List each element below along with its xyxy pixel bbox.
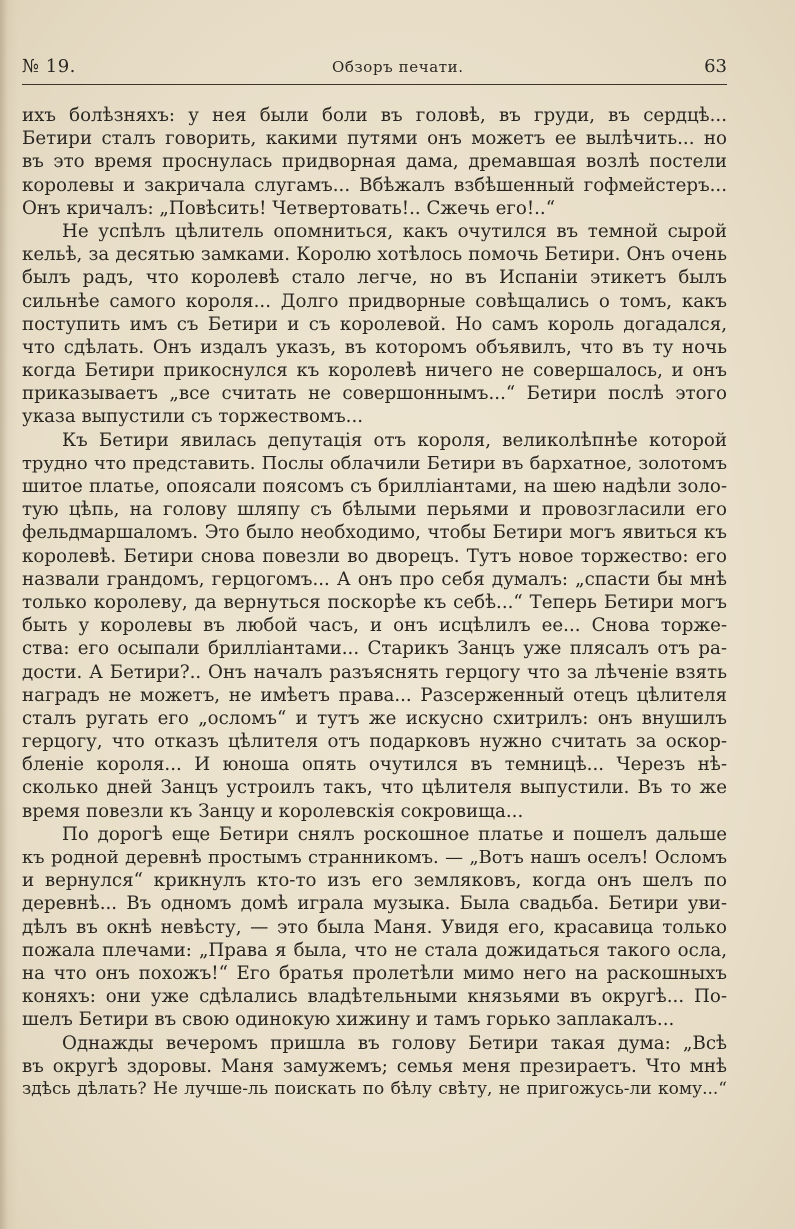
text-line: кельѣ, за десятью замками. Королю хотѣлось помочь Бетири. Онъ очень <box>22 244 727 266</box>
text-line: Онъ кричалъ: „Повѣсить! Четвертовать!.. Сжечь его!..“ <box>22 197 555 219</box>
page-header <box>22 56 727 86</box>
paragraph-start: Однажды вечеромъ пришла въ голову Бетири такая дума: „Всѣ <box>62 1032 727 1054</box>
text-line: шитое платье, опоясали поясомъ съ брилліантами, на шею надѣли золо- <box>22 476 727 497</box>
text-line: трудно что представить. Послы облачили Бетири въ бархатное, золотомъ <box>22 452 727 474</box>
body-text <box>22 104 727 1101</box>
issue-number: № 19. <box>22 56 76 77</box>
text-line: время повезли къ Занцу и королевскія сокровища... <box>22 800 524 822</box>
paragraph-start: Не успѣлъ цѣлитель опомниться, какъ очутился въ темной сырой <box>62 220 727 242</box>
header-rule <box>22 84 727 85</box>
text-line: и вернулся“ крикнулъ кто-то изъ его земляковъ, когда онъ шелъ по <box>22 870 727 892</box>
text-line: когда Бетири прикоснулся къ королевѣ ничего не совершалось, и онъ <box>22 360 727 382</box>
text-line: былъ радъ, что королевѣ стало легче, но въ Испаніи этикетъ былъ <box>22 267 727 289</box>
text-line: королевѣ. Бетири снова повезли во дворецъ. Тутъ новое торжество: его <box>22 545 727 567</box>
paragraph-start: Къ Бетири явилась депутація отъ короля, великолѣпнѣе которой <box>62 429 727 451</box>
running-title: Обзоръ печати. <box>332 58 464 76</box>
text-line: назвали грандомъ, герцогомъ... А онъ про себя думалъ: „спасти бы мнѣ <box>22 568 727 590</box>
text-line: дѣлъ въ окнѣ невѣсту, — это была Маня. Увидя его, красавица только <box>22 916 727 938</box>
text-line: здѣсь дѣлать? Не лучше-ль поискать по бѣлу свѣту, не пригожусь-ли кому...“ <box>22 1078 727 1099</box>
text-line: къ родной деревнѣ простымъ странникомъ. — „Вотъ нашъ оселъ! Осломъ <box>22 847 727 868</box>
page-number: 63 <box>704 56 727 77</box>
text-line: дости. А Бетири?.. Онъ началъ разъяснять герцогу что за лѣченіе взять <box>22 661 727 683</box>
text-line: указа выпустили съ торжествомъ... <box>22 406 364 428</box>
text-line: коняхъ: они уже сдѣлались владѣтельными князьями въ округѣ... По- <box>22 986 727 1008</box>
paragraph-start: По дорогѣ еще Бетири снялъ роскошное платье и пошелъ дальше <box>62 823 727 845</box>
text-line: фельдмаршаломъ. Это было необходимо, чтобы Бетири могъ явиться къ <box>22 522 727 544</box>
text-line: ства: его осыпали брилліантами... Старикъ Занцъ уже плясалъ отъ ра- <box>22 638 727 660</box>
text-line: приказываетъ „все считать не совершоннымъ...“ Бетири послѣ этого <box>22 383 727 405</box>
text-line: ихъ болѣзняхъ: у нея были боли въ головѣ, въ груди, въ сердцѣ... <box>22 105 727 126</box>
text-line: сколько дней Занцъ устроилъ такъ, что цѣлителя выпустили. Въ то же <box>22 777 727 799</box>
text-line: поступить имъ съ Бетири и съ королевой. Но самъ король догадался, <box>22 313 727 335</box>
text-line: сильнѣе самого короля... Долго придворные совѣщались о томъ, какъ <box>22 290 727 312</box>
text-line: что сдѣлать. Онъ издалъ указъ, въ которомъ объявилъ, что въ ту ночь <box>22 336 727 358</box>
text-line: на что онъ похожъ!“ Его братья пролетѣли мимо него на раскошныхъ <box>22 962 727 984</box>
text-line: наградъ не можетъ, не имѣетъ права... Разсерженный отецъ цѣлителя <box>22 684 727 706</box>
text-line: быть у королевы въ любой часъ, и онъ исцѣлилъ ее... Снова торже- <box>22 615 727 637</box>
text-line: Бетири сталъ говорить, какими путями онъ можетъ ее вылѣчить... но <box>22 128 727 150</box>
text-line: пожала плечами: „Права я была, что не стала дожидаться такого осла, <box>22 939 727 961</box>
text-line: герцогу, что отказъ цѣлителя отъ подарковъ нужно считать за оскор- <box>22 731 727 753</box>
text-line: только королеву, да вернуться поскорѣе къ себѣ...“ Теперь Бетири могъ <box>22 591 727 613</box>
text-line: въ округѣ здоровы. Маня замужемъ; семья меня презираетъ. Что мнѣ <box>22 1055 727 1077</box>
page-binding-shadow <box>0 0 8 1229</box>
text-line: королевы и закричала слугамъ... Вбѣжалъ взбѣшенный гофмейстеръ... <box>22 174 727 196</box>
text-line: сталъ ругать его „осломъ“ и тутъ же искусно схитрилъ: онъ внушилъ <box>22 707 727 729</box>
text-line: шелъ Бетири въ свою одинокую хижину и тамъ горько заплакалъ... <box>22 1009 675 1031</box>
text-line: тую цѣпь, на голову шляпу съ бѣлыми перьями и провозгласили его <box>22 499 727 521</box>
text-line: деревнѣ... Въ одномъ домѣ играла музыка. Была свадьба. Бетири уви- <box>22 893 727 915</box>
text-line: въ это время проснулась придворная дама, дремавшая возлѣ постели <box>22 151 727 173</box>
text-line: бленіе короля... И юноша опять очутился въ темницѣ... Черезъ нѣ- <box>22 754 727 776</box>
